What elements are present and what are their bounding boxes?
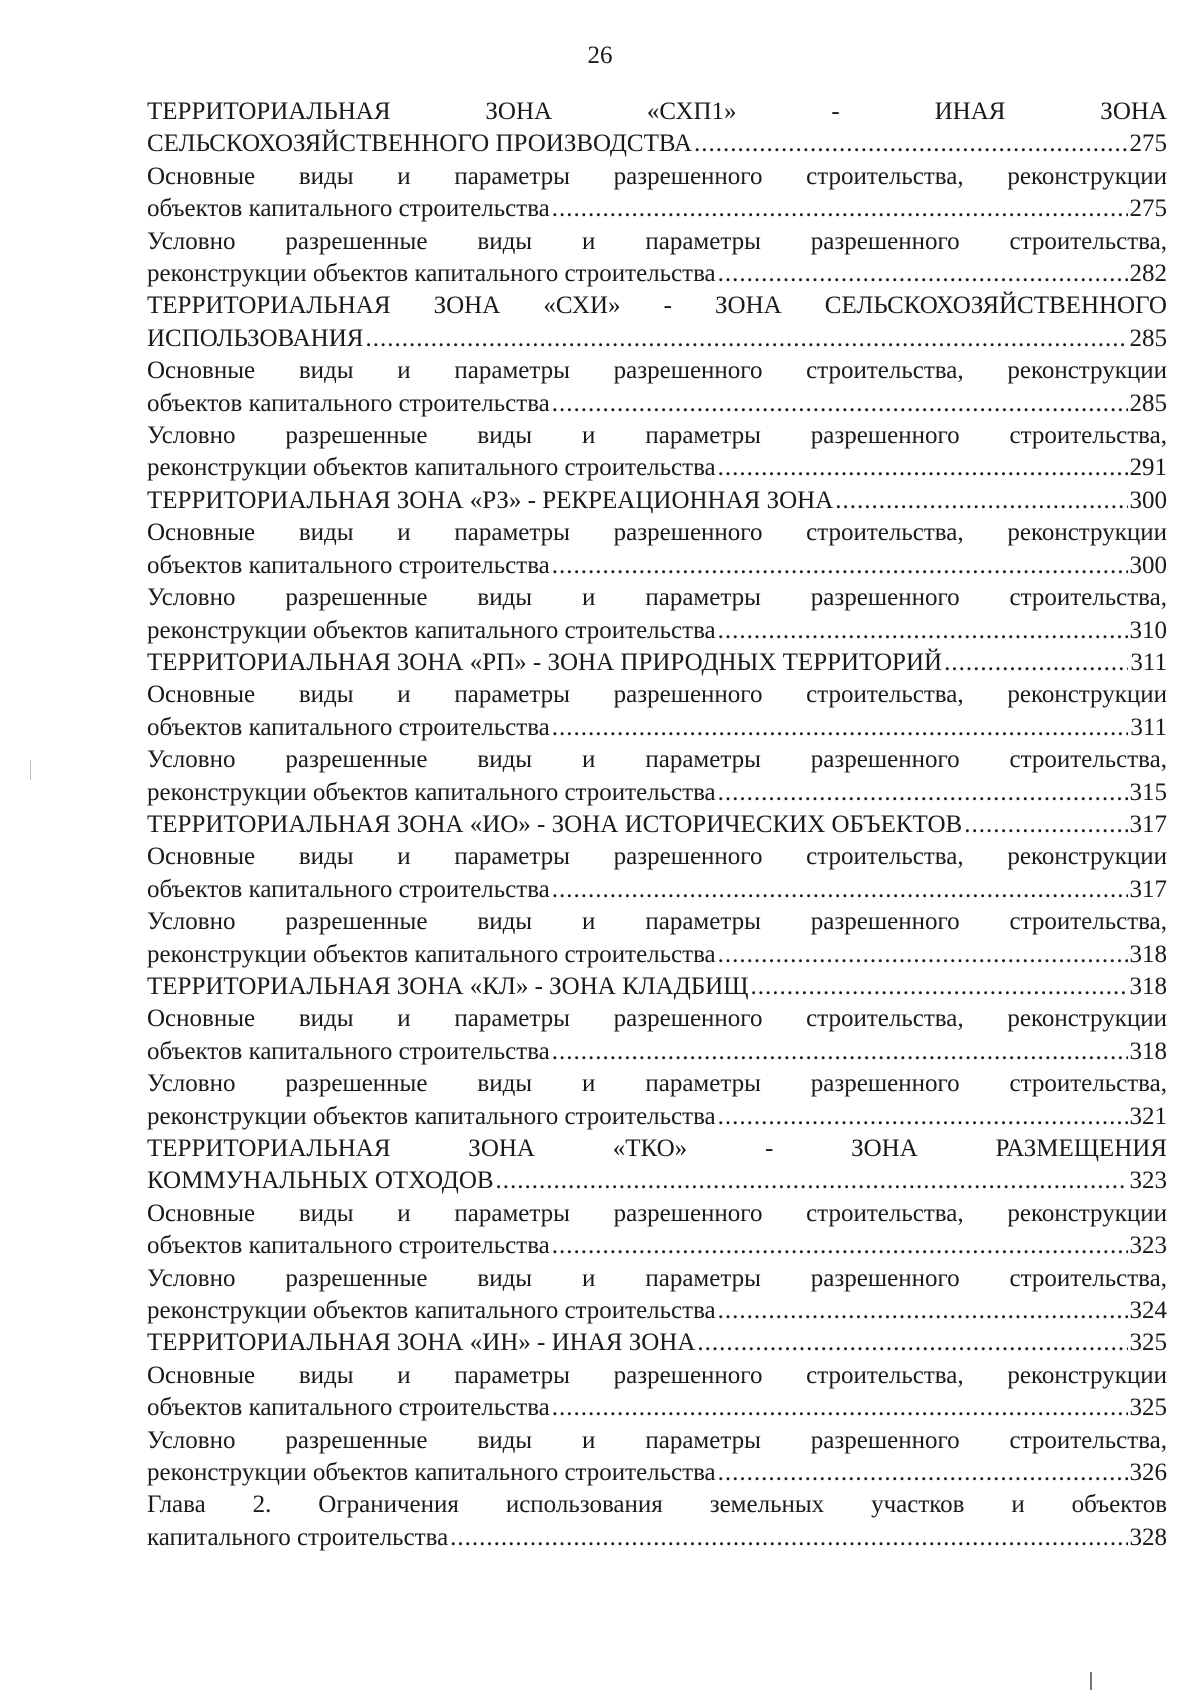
toc-entry-page-number: 328 [1129,1523,1167,1551]
toc-entry-leader-line [147,388,1167,420]
toc-entry-title-line: Условно разрешенные виды и параметры разрешенного строительства, [147,1426,1167,1454]
dot-leader [694,128,1128,160]
toc-entry[interactable] [147,679,1167,744]
toc-entry-title: реконструкции объектов капитального строительства [147,1459,716,1487]
dot-leader [450,1522,1127,1554]
dot-leader [697,1327,1127,1359]
toc-entry[interactable] [147,1425,1167,1490]
dot-leader [552,1036,1128,1068]
dot-leader [718,615,1128,647]
dot-leader [552,874,1128,906]
toc-entry-page-number: 318 [1129,1037,1167,1065]
toc-entry-title: ТЕРРИТОРИАЛЬНАЯ ЗОНА «РЗ» - РЕКРЕАЦИОННАЯ ЗОНА [147,486,834,514]
toc-entry[interactable] [147,744,1167,809]
toc-entry-page-number: 321 [1129,1102,1167,1130]
toc-entry-page-number: 317 [1129,810,1167,838]
toc-entry-page-number: 285 [1129,389,1167,417]
toc-entry-leader-line [147,128,1167,160]
dot-leader [718,777,1128,809]
toc-entry-page-number: 317 [1129,875,1167,903]
toc-entry-title: реконструкции объектов капитального строительства [147,778,716,806]
toc-entry-title-line: Основные виды и параметры разрешенного строительства, реконструкции [147,1361,1167,1389]
dot-leader [835,485,1127,517]
toc-entry[interactable] [147,1133,1167,1198]
toc-entry-leader-line [147,712,1167,744]
toc-entry-leader-line [147,193,1167,225]
toc-entry-title: капитального строительства [147,1523,449,1551]
toc-entry-title-line: Условно разрешенные виды и параметры разрешенного строительства, [147,227,1167,255]
toc-entry-title: ИСПОЛЬЗОВАНИЯ [147,324,364,352]
toc-entry-leader-line [147,1230,1167,1262]
dot-leader [964,809,1127,841]
toc-entry[interactable] [147,1489,1167,1554]
toc-entry[interactable] [147,971,1167,1003]
table-of-contents [147,96,1167,1554]
toc-entry-leader-line [147,615,1167,647]
toc-entry[interactable] [147,1003,1167,1068]
toc-entry-title: реконструкции объектов капитального строительства [147,616,716,644]
dot-leader [718,1457,1128,1489]
dot-leader [552,712,1129,744]
dot-leader [552,193,1128,225]
toc-entry-title: ТЕРРИТОРИАЛЬНАЯ ЗОНА «РП» - ЗОНА ПРИРОДНЫХ ТЕРРИТОРИЙ [147,648,943,676]
toc-entry-title: объектов капитального строительства [147,195,550,223]
toc-entry-title-line: Условно разрешенные виды и параметры разрешенного строительства, [147,746,1167,774]
toc-entry[interactable] [147,647,1167,679]
toc-entry[interactable] [147,841,1167,906]
toc-entry-title-line: ТЕРРИТОРИАЛЬНАЯ ЗОНА «ТКО» - ЗОНА РАЗМЕЩЕНИЯ [147,1135,1167,1162]
toc-entry-title-line: Условно разрешенные виды и параметры разрешенного строительства, [147,908,1167,936]
toc-entry-title: объектов капитального строительства [147,1394,550,1422]
toc-entry-title-line: Условно разрешенные виды и параметры разрешенного строительства, [147,1264,1167,1292]
dot-leader [552,1230,1128,1262]
toc-entry-title: реконструкции объектов капитального строительства [147,1297,716,1325]
dot-leader [718,939,1128,971]
toc-entry[interactable] [147,226,1167,291]
scan-artifact [30,760,31,780]
toc-entry-title-line: Условно разрешенные виды и параметры разрешенного строительства, [147,584,1167,612]
dot-leader [718,258,1128,290]
toc-entry-leader-line [147,1165,1167,1197]
toc-entry-title: ТЕРРИТОРИАЛЬНАЯ ЗОНА «ИО» - ЗОНА ИСТОРИЧЕСКИХ ОБЪЕКТОВ [147,810,963,838]
toc-entry[interactable] [147,1360,1167,1425]
toc-entry-leader-line [147,258,1167,290]
toc-entry-page-number: 324 [1129,1297,1167,1325]
toc-entry-leader-line [147,1522,1167,1554]
toc-entry-page-number: 318 [1129,972,1167,1000]
toc-entry-title-line: Основные виды и параметры разрешенного строительства, реконструкции [147,843,1167,871]
toc-entry-leader-line [147,323,1167,355]
toc-entry-page-number: 310 [1129,616,1167,644]
toc-entry-title-line: Условно разрешенные виды и параметры разрешенного строительства, [147,1070,1167,1098]
toc-entry[interactable] [147,420,1167,485]
toc-entry-title: объектов капитального строительства [147,713,550,741]
dot-leader [750,971,1127,1003]
toc-entry-title: реконструкции объектов капитального строительства [147,1102,716,1130]
toc-entry-page-number: 323 [1129,1232,1167,1260]
toc-entry-page-number: 318 [1129,940,1167,968]
toc-entry[interactable] [147,517,1167,582]
toc-entry-title: СЕЛЬСКОХОЗЯЙСТВЕННОГО ПРОИЗВОДСТВА [147,130,692,158]
toc-entry-page-number: 275 [1129,195,1167,223]
toc-entry[interactable] [147,906,1167,971]
toc-entry-title-line: Основные виды и параметры разрешенного строительства, реконструкции [147,162,1167,190]
toc-entry-page-number: 325 [1129,1394,1167,1422]
toc-entry-leader-line [147,1295,1167,1327]
dot-leader [718,1101,1128,1133]
toc-entry-title: объектов капитального строительства [147,1232,550,1260]
toc-entry[interactable] [147,96,1167,161]
toc-entry-title-line: ТЕРРИТОРИАЛЬНАЯ ЗОНА «СХИ» - ЗОНА СЕЛЬСКОХОЗЯЙСТВЕННОГО [147,292,1167,320]
toc-entry-title: ТЕРРИТОРИАЛЬНАЯ ЗОНА «ИН» - ИНАЯ ЗОНА [147,1329,696,1357]
toc-entry-title-line: Основные виды и параметры разрешенного строительства, реконструкции [147,519,1167,547]
scan-artifact [1090,1672,1092,1690]
dot-leader [718,1295,1128,1327]
toc-entry-page-number: 323 [1129,1167,1167,1195]
toc-entry-leader-line [147,1036,1167,1068]
toc-entry-title: КОММУНАЛЬНЫХ ОТХОДОВ [147,1167,494,1195]
toc-entry-title-line: Условно разрешенные виды и параметры разрешенного строительства, [147,422,1167,450]
toc-entry-leader-line [147,874,1167,906]
toc-entry-leader-line [147,550,1167,582]
toc-entry[interactable] [147,582,1167,647]
toc-entry-leader-line [147,485,1167,517]
dot-leader [944,647,1128,679]
toc-entry[interactable] [147,1263,1167,1328]
toc-entry-title: реконструкции объектов капитального строительства [147,454,716,482]
toc-entry-title: ТЕРРИТОРИАЛЬНАЯ ЗОНА «КЛ» - ЗОНА КЛАДБИЩ [147,972,749,1000]
toc-entry-title: объектов капитального строительства [147,551,550,579]
toc-entry-title-line: Глава 2. Ограничения использования земельных участков и объектов [147,1491,1167,1519]
toc-entry-title-line: Основные виды и параметры разрешенного строительства, реконструкции [147,357,1167,385]
toc-entry-page-number: 282 [1129,260,1167,288]
toc-entry-title: реконструкции объектов капитального строительства [147,940,716,968]
toc-entry-page-number: 291 [1129,454,1167,482]
toc-entry-page-number: 300 [1129,486,1167,514]
toc-entry-page-number: 311 [1130,648,1167,676]
page-number: 26 [587,42,613,69]
toc-entry[interactable] [147,1198,1167,1263]
toc-entry-page-number: 300 [1129,551,1167,579]
toc-entry-leader-line [147,1457,1167,1489]
toc-entry-title-line: Основные виды и параметры разрешенного строительства, реконструкции [147,1005,1167,1033]
toc-entry-title: объектов капитального строительства [147,1037,550,1065]
toc-entry-leader-line [147,647,1167,679]
toc-entry-title: реконструкции объектов капитального строительства [147,260,716,288]
dot-leader [552,1392,1128,1424]
toc-entry-page-number: 325 [1129,1329,1167,1357]
toc-entry-leader-line [147,971,1167,1003]
toc-entry[interactable] [147,809,1167,841]
toc-entry[interactable] [147,355,1167,420]
toc-entry-page-number: 311 [1130,713,1167,741]
toc-entry-leader-line [147,777,1167,809]
dot-leader [365,323,1127,355]
toc-entry-title: объектов капитального строительства [147,875,550,903]
toc-entry-page-number: 315 [1129,778,1167,806]
toc-entry-title-line: ТЕРРИТОРИАЛЬНАЯ ЗОНА «СХП1» - ИНАЯ ЗОНА [147,98,1167,125]
dot-leader [552,550,1128,582]
toc-entry-title: объектов капитального строительства [147,389,550,417]
toc-entry-page-number: 326 [1129,1459,1167,1487]
toc-entry-title-line: Основные виды и параметры разрешенного строительства, реконструкции [147,681,1167,709]
toc-entry-page-number: 285 [1129,324,1167,352]
toc-entry[interactable] [147,1327,1167,1359]
dot-leader [718,452,1128,484]
toc-entry-leader-line [147,452,1167,484]
toc-entry-leader-line [147,1392,1167,1424]
toc-entry-page-number: 275 [1129,130,1167,158]
toc-entry[interactable] [147,290,1167,355]
toc-entry[interactable] [147,1068,1167,1133]
dot-leader [496,1165,1128,1197]
toc-entry-title-line: Основные виды и параметры разрешенного строительства, реконструкции [147,1199,1167,1227]
toc-entry-leader-line [147,939,1167,971]
toc-entry-leader-line [147,809,1167,841]
dot-leader [552,388,1128,420]
toc-entry[interactable] [147,485,1167,517]
toc-entry-leader-line [147,1101,1167,1133]
toc-entry[interactable] [147,161,1167,226]
toc-entry-leader-line [147,1327,1167,1359]
